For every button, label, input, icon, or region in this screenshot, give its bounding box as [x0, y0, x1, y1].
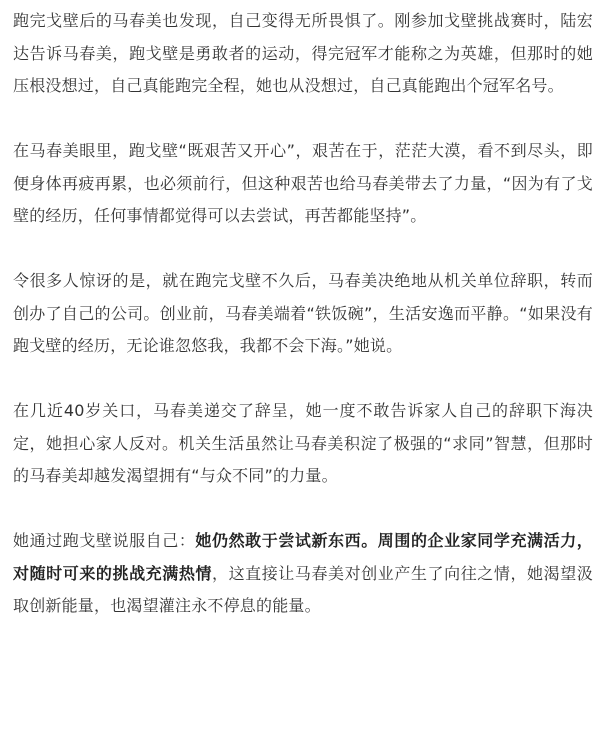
paragraph-4: 在几近40岁关口，马春美递交了辞呈，她一度不敢告诉家人自己的辞职下海决定，她担心家人反对。机关生活虽然让马春美积淀了极强的“求同”智慧，但那时的马春美却越发渴望拥有“与众不同”的力量。 [13, 401, 593, 485]
paragraph-5 [13, 525, 593, 623]
paragraph-5-bold: 她仍然敢于尝试新东西。周围的企业家同学充满活力，对随时可来的挑战充满热情 [13, 531, 593, 583]
paragraph-2: 在马春美眼里，跑戈壁“既艰苦又开心”，艰苦在于，茫茫大漠，看不到尽头，即便身体再疲再累，也必须前行，但这种艰苦也给马春美带去了力量，“因为有了戈壁的经历，任何事情都觉得可以去尝试，再苦都能坚持”。 [13, 141, 593, 225]
paragraph-5-intro: 她通过跑戈壁说服自己： [13, 531, 196, 550]
paragraph-5-rest: ，这直接让马春美对创业产生了向往之情，她渴望汲取创新能量，也渴望灌注永不停息的能量。 [13, 563, 593, 615]
paragraph-3: 令很多人惊讶的是，就在跑完戈壁不久后，马春美决绝地从机关单位辞职，转而创办了自己的公司。创业前，马春美端着“铁饭碗”，生活安逸而平静。“如果没有跑戈壁的经历，无论谁忽悠我，我都不会下海。”她说。 [13, 271, 593, 355]
paragraph-1: 跑完戈壁后的马春美也发现，自己变得无所畏惧了。刚参加戈壁挑战赛时，陆宏达告诉马春美，跑戈壁是勇敢者的运动，得完冠军才能称之为英雄，但那时的她压根没想过，自己真能跑完全程，她也从没想过，自己真能跑出个冠军名号。 [13, 11, 593, 95]
article-body [13, 5, 593, 655]
